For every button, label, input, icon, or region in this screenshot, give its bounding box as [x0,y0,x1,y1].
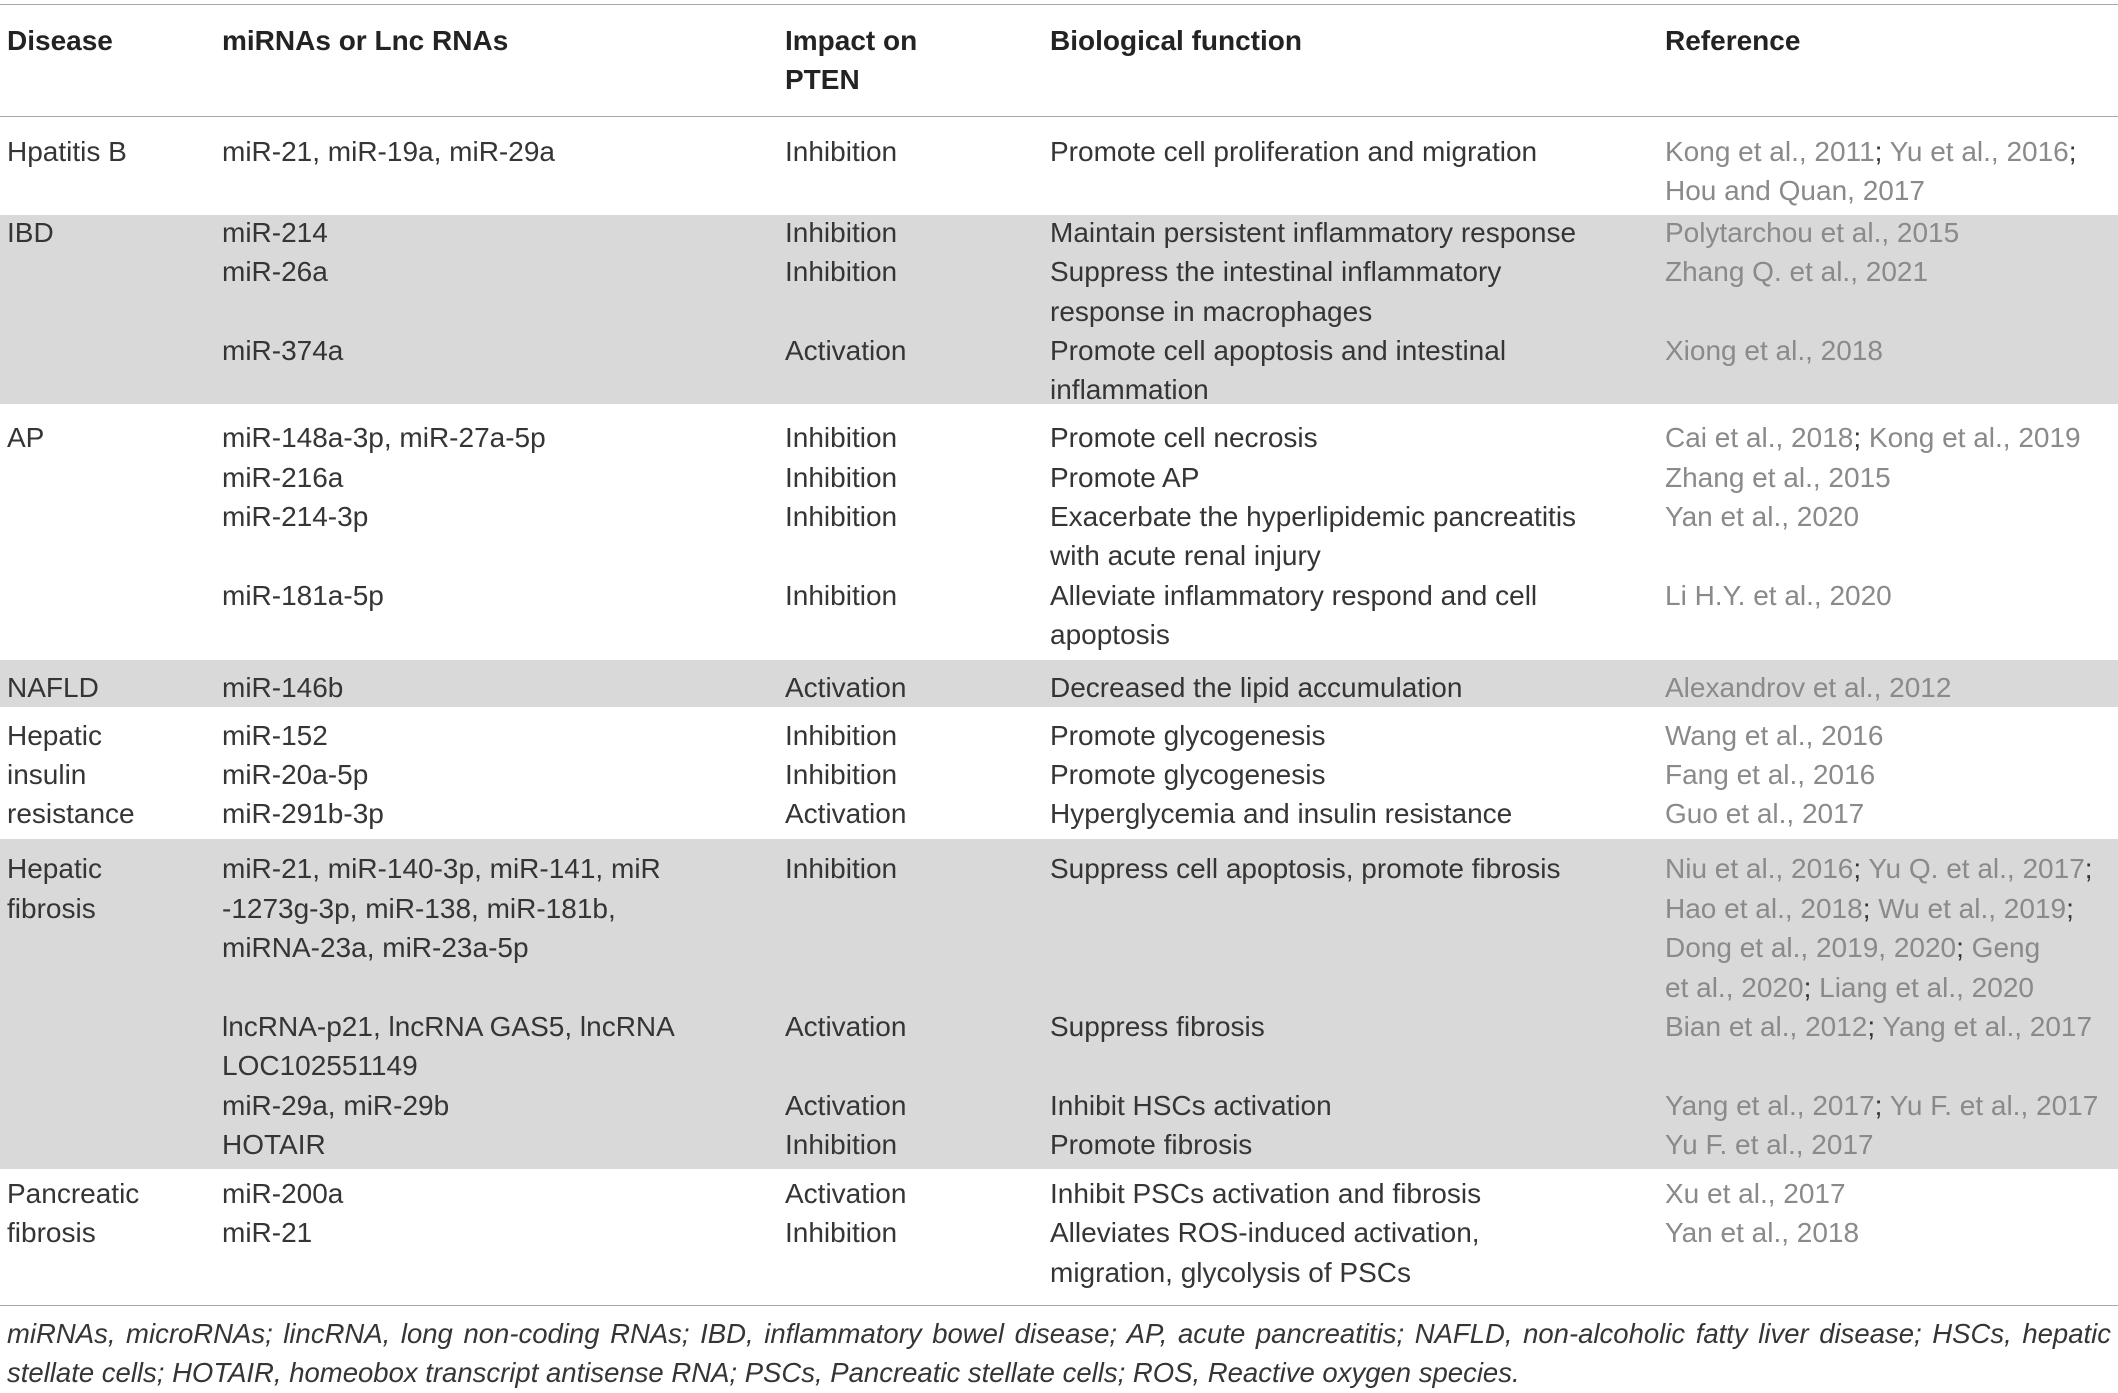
function-cell [1050,252,1665,331]
reference-line [1665,968,2118,1007]
impact-value: Activation [785,334,907,366]
citation-separator: ; [1956,932,1964,964]
reference-cell [1665,755,2118,794]
rna-cell [222,755,785,794]
citation-link[interactable]: Cai et al., 2018 [1665,422,1854,454]
disease-name-line: fibrosis [7,892,96,924]
function-cell [1050,668,1665,707]
function-line: Exacerbate the hyperlipidemic pancreatitis [1050,500,1577,532]
impact-cell [785,794,1050,833]
reference-line [1665,171,2118,210]
function-line: Promote glycogenesis [1050,719,1326,751]
impact-value: Inhibition [785,422,898,454]
function-cell [1050,331,1665,410]
table-row-group [0,839,2118,1169]
citation-separator: ; [2068,135,2077,167]
reference-line [1665,252,2118,291]
citation-separator: ; [1867,1010,1876,1042]
impact-value: Inhibition [785,719,898,751]
rna-cell [222,331,785,410]
disease-cell [7,716,222,834]
reference-line [1665,132,2118,171]
citation-link[interactable]: Fang et al., 2016 [1665,758,1876,790]
function-line: apoptosis [1050,619,1170,651]
citation-link[interactable]: Xiong et al., 2018 [1665,334,1883,366]
impact-cell [785,418,1050,457]
function-line: Promote glycogenesis [1050,758,1326,790]
reference-line [1665,794,2118,833]
function-line: inflammation [1050,374,1209,406]
function-line: Promote fibrosis [1050,1129,1253,1161]
table-row-group [0,404,2118,660]
citation-link[interactable]: Zhang Q. et al., 2021 [1665,256,1929,288]
disease-name-line: NAFLD [7,672,99,704]
reference-cell [1665,458,2118,497]
rna-line: LOC102551149 [222,1050,418,1082]
citation-link[interactable]: Dong et al., 2019, 2020 [1665,932,1957,964]
table-row-group [0,116,2118,215]
function-line: response in macrophages [1050,295,1373,327]
reference-line [1665,889,2118,928]
rna-line: miR-181a-5p [222,579,384,611]
reference-cell [1665,331,2118,410]
citation-link[interactable]: Alexandrov et al., 2012 [1665,672,1952,704]
function-line: Promote cell apoptosis and intestinal [1050,334,1507,366]
table-top-rule [0,4,2118,5]
rna-line: miR-291b-3p [222,798,384,830]
function-line: Promote cell necrosis [1050,422,1318,454]
rna-cell [222,418,785,457]
rna-line: miR-200a [222,1177,344,1209]
disease-name-line: resistance [7,798,135,830]
rna-cell [222,716,785,755]
disease-name-line: IBD [7,216,54,248]
citation-link[interactable]: Polytarchou et al., 2015 [1665,216,1960,248]
function-line: Promote AP [1050,461,1200,493]
impact-value: Inhibition [785,500,898,532]
citation-separator: ; [1862,892,1871,924]
impact-cell [785,497,1050,576]
impact-value: Inhibition [785,216,898,248]
disease-name-line: Hepatic [7,719,102,751]
citation-separator: ; [2066,892,2074,924]
function-cell [1050,794,1665,833]
impact-cell [785,576,1050,655]
citation-link[interactable]: Kong et al., 2011 [1665,135,1875,167]
disease-cell [7,418,222,654]
function-line: Inhibit PSCs activation and fibrosis [1050,1177,1482,1209]
impact-value: Inhibition [785,758,898,790]
citation-link[interactable]: Guo et al., 2017 [1665,798,1865,830]
citation-link[interactable]: Yu F. et al., 2017 [1665,1129,1874,1161]
rna-line: miR-152 [222,719,328,751]
table-row-group [0,660,2118,707]
rna-cell [222,132,785,211]
reference-line [1665,1125,2118,1164]
reference-cell [1665,1007,2118,1086]
citation-link[interactable]: Kong et al., 2019 [1861,422,2081,454]
citation-link[interactable]: Yan et al., 2018 [1665,1217,1860,1249]
reference-cell [1665,668,2118,707]
rna-line: miR-29a, miR-29b [222,1089,450,1121]
function-line: with acute renal injury [1050,540,1321,572]
disease-name-line: Pancreatic [7,1177,140,1209]
citation-link[interactable]: Wang et al., 2016 [1665,719,1884,751]
rna-cell [222,458,785,497]
reference-cell [1665,576,2118,655]
header-impact [785,21,917,100]
disease-name-line: AP [7,422,45,454]
function-cell [1050,1213,1665,1292]
reference-line [1665,1007,2118,1046]
rna-line: miR-21, miR-19a, miR-29a [222,135,555,167]
disease-cell [7,1174,222,1292]
rna-line: miR-21, miR-140-3p, miR-141, miR [222,853,661,885]
citation-separator: ; [1803,971,1812,1003]
citation-link[interactable]: Yang et al., 2017 [1875,1010,2093,1042]
disease-cell [7,668,222,707]
reference-line [1665,497,2118,536]
reference-cell [1665,418,2118,457]
rna-line: miR-216a [222,461,344,493]
rna-cell [222,252,785,331]
function-line: Maintain persistent inflammatory response [1050,216,1577,248]
header-disease: Disease [7,24,113,56]
function-cell [1050,576,1665,655]
disease-cell [7,132,222,211]
impact-value: Inhibition [785,256,898,288]
rna-line: miR-214-3p [222,500,369,532]
reference-line [1665,331,2118,370]
impact-cell [785,1086,1050,1125]
footnote-line: miRNAs, microRNAs; lincRNA, long non-coding RNAs; IBD, inflammatory bowel disease; AP, acute pancreatitis; NAFLD, non-alcoholic fatty liver disease; HSCs, hepatic [7,1318,2111,1349]
reference-cell [1665,849,2118,1007]
citation-separator: ; [1853,422,1862,454]
function-line: Decreased the lipid accumulation [1050,672,1463,704]
rna-cell [222,668,785,707]
table-row-group-grid [0,716,2118,834]
function-cell [1050,755,1665,794]
impact-cell [785,1007,1050,1086]
disease-name-line: insulin [7,758,87,790]
function-line: Inhibit HSCs activation [1050,1089,1332,1121]
function-line: migration, glycolysis of PSCs [1050,1256,1412,1288]
disease-name-line: Hepatic [7,853,102,885]
reference-cell [1665,132,2118,211]
impact-value: Activation [785,672,907,704]
impact-cell [785,1125,1050,1164]
rna-cell [222,1174,785,1213]
disease-cell [7,213,222,410]
rna-line: miR-214 [222,216,328,248]
header-impact-line: PTEN [785,64,860,96]
header-rnas: miRNAs or Lnc RNAs [222,24,509,56]
header-function: Biological function [1050,24,1302,56]
reference-line [1665,213,2118,252]
reference-cell [1665,1086,2118,1125]
rna-cell [222,1086,785,1125]
rna-cell [222,576,785,655]
function-cell [1050,418,1665,457]
table-header [0,21,2118,100]
rna-cell [222,213,785,252]
rna-cell [222,1213,785,1292]
impact-cell [785,755,1050,794]
function-cell [1050,849,1665,1007]
citation-separator: ; [2084,853,2093,885]
function-line: Suppress the intestinal inflammatory [1050,256,1502,288]
function-line: Suppress fibrosis [1050,1010,1265,1042]
impact-cell [785,668,1050,707]
citation-link[interactable]: Bian et al., 2012 [1665,1010,1868,1042]
rna-cell [222,1007,785,1086]
reference-line [1665,755,2118,794]
function-cell [1050,213,1665,252]
table-row-group-grid [0,668,2118,707]
rna-line: miRNA-23a, miR-23a-5p [222,932,529,964]
reference-line [1665,1086,2118,1125]
impact-value: Inhibition [785,135,898,167]
table-footnote [7,1315,2111,1392]
reference-cell [1665,497,2118,576]
impact-cell [785,252,1050,331]
table-bottom-rule [0,1305,2118,1306]
rna-cell [222,497,785,576]
reference-line [1665,668,2118,707]
function-cell [1050,497,1665,576]
citation-link[interactable]: Niu et al., 2016 [1665,853,1854,885]
citation-link[interactable]: et al., 2020 [1665,971,1804,1003]
reference-line [1665,1174,2118,1213]
function-cell [1050,1125,1665,1164]
rna-line: miR-26a [222,256,328,288]
citation-link[interactable]: Yu et al., 2016 [1882,135,2069,167]
function-line: Suppress cell apoptosis, promote fibrosis [1050,853,1561,885]
function-line: Hyperglycemia and insulin resistance [1050,798,1513,830]
reference-cell [1665,1174,2118,1213]
table-row-group [0,1169,2118,1305]
header-reference: Reference [1665,24,1801,56]
function-cell [1050,1086,1665,1125]
reference-line [1665,716,2118,755]
impact-cell [785,1213,1050,1292]
reference-line [1665,576,2118,615]
table-row-group-grid [0,132,2118,211]
citation-link[interactable]: Geng [1963,932,2041,964]
impact-cell [785,331,1050,410]
impact-value: Activation [785,1010,907,1042]
reference-cell [1665,252,2118,331]
table-row-group-grid [0,1174,2118,1292]
header-impact-line: Impact on [785,24,918,56]
function-line: Alleviate inflammatory respond and cell [1050,579,1538,611]
impact-value: Inhibition [785,853,898,885]
rna-cell [222,1125,785,1164]
rna-line: HOTAIR [222,1129,326,1161]
citation-separator: ; [1874,1089,1883,1121]
citation-link[interactable]: Liang et al., 2020 [1811,971,2034,1003]
function-line: Alleviates ROS-induced activation, [1050,1217,1480,1249]
disease-name-line: Hpatitis B [7,135,127,167]
impact-value: Activation [785,1089,907,1121]
citation-link[interactable]: Yu F. et al., 2017 [1882,1089,2099,1121]
function-cell [1050,1174,1665,1213]
rna-line: -1273g-3p, miR-138, miR-181b, [222,892,616,924]
rna-cell [222,849,785,1007]
function-line: Promote cell proliferation and migration [1050,135,1538,167]
rna-cell [222,794,785,833]
function-cell [1050,716,1665,755]
reference-cell [1665,1125,2118,1164]
table-row-group [0,215,2118,404]
impact-value: Inhibition [785,579,898,611]
reference-cell [1665,794,2118,833]
reference-line [1665,418,2118,457]
citation-link[interactable]: Yan et al., 2020 [1665,500,1860,532]
rna-line: miR-374a [222,334,344,366]
impact-cell [785,716,1050,755]
citation-link[interactable]: Zhang et al., 2015 [1665,461,1891,493]
table-row-group-grid [0,418,2118,654]
citation-link[interactable]: Wu et al., 2019 [1870,892,2067,924]
citation-link[interactable]: Xu et al., 2017 [1665,1177,1846,1209]
rna-line: miR-148a-3p, miR-27a-5p [222,422,546,454]
rna-line: miR-20a-5p [222,758,369,790]
citation-link[interactable]: Yu Q. et al., 2017 [1861,853,2085,885]
table-row-group [0,707,2118,839]
disease-cell [7,849,222,1164]
rna-line: miR-146b [222,672,344,704]
impact-value: Activation [785,798,907,830]
reference-line [1665,849,2118,888]
impact-value: Inhibition [785,1217,898,1249]
impact-value: Inhibition [785,461,898,493]
citation-link[interactable]: Hao et al., 2018 [1665,892,1863,924]
table-row-group-grid [0,213,2118,410]
impact-cell [785,849,1050,1007]
function-cell [1050,132,1665,211]
citation-link[interactable]: Hou and Quan, 2017 [1665,175,1925,207]
reference-line [1665,1213,2118,1252]
citation-separator: ; [1853,853,1862,885]
impact-cell [785,132,1050,211]
impact-cell [785,1174,1050,1213]
impact-cell [785,213,1050,252]
citation-separator: ; [1874,135,1883,167]
impact-value: Inhibition [785,1129,898,1161]
disease-name-line: fibrosis [7,1217,96,1249]
rna-line: lncRNA-p21, lncRNA GAS5, lncRNA [222,1010,675,1042]
impact-value: Activation [785,1177,907,1209]
reference-cell [1665,213,2118,252]
reference-line [1665,458,2118,497]
reference-line [1665,928,2118,967]
rna-line: miR-21 [222,1217,313,1249]
reference-cell [1665,1213,2118,1292]
citation-link[interactable]: Yang et al., 2017 [1665,1089,1875,1121]
impact-cell [785,458,1050,497]
reference-cell [1665,716,2118,755]
function-cell [1050,1007,1665,1086]
footnote-line: stellate cells; HOTAIR, homeobox transcript antisense RNA; PSCs, Pancreatic stellate cells; ROS, Reactive oxygen species. [7,1356,1520,1388]
citation-link[interactable]: Li H.Y. et al., 2020 [1665,579,1892,611]
function-cell [1050,458,1665,497]
table-row-group-grid [0,849,2118,1164]
